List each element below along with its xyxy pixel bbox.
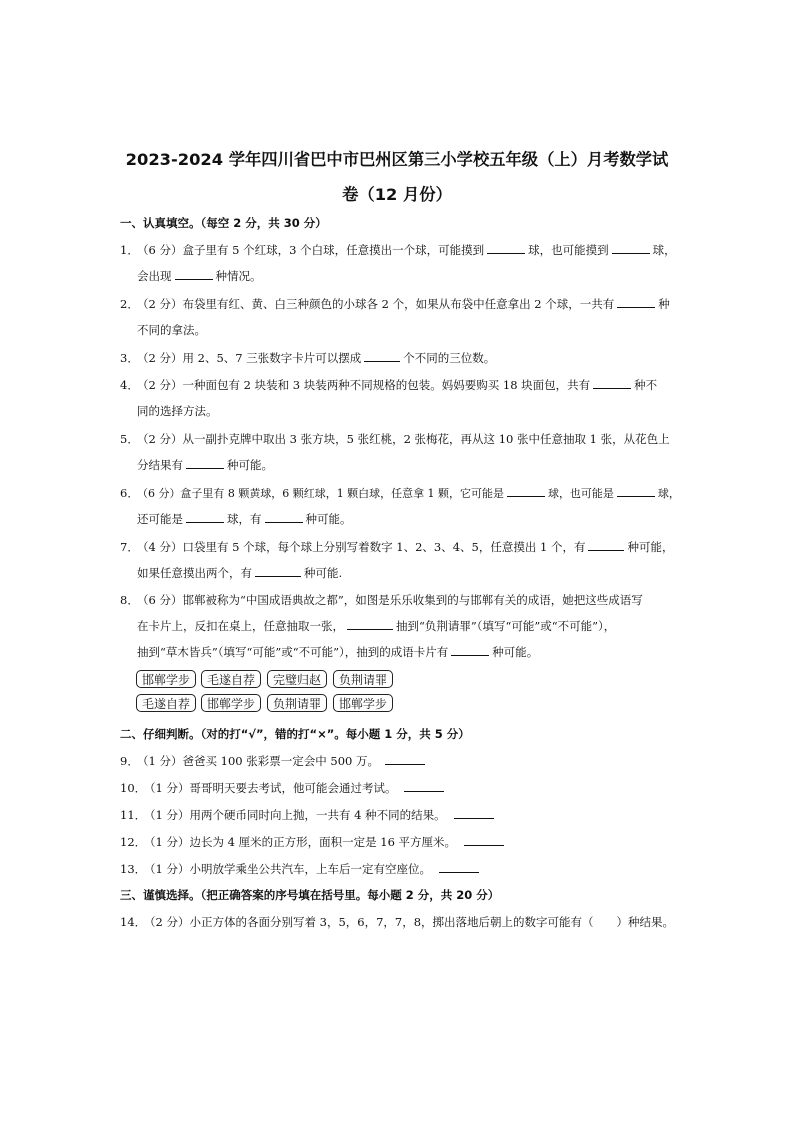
idiom-card: 毛遂自荐 xyxy=(201,670,261,688)
answer-blank[interactable] xyxy=(265,511,303,523)
question-text: 会出现 xyxy=(137,269,172,283)
answer-blank[interactable] xyxy=(385,753,425,765)
answer-blank[interactable] xyxy=(347,618,393,630)
question-number: 3． xyxy=(120,351,139,365)
answer-blank[interactable] xyxy=(439,861,479,873)
question-number: 1． xyxy=(120,243,139,257)
question-text: 种可能。 xyxy=(492,645,539,659)
question-text: 不同的拿法。 xyxy=(137,323,206,337)
question-text: 种情况。 xyxy=(215,269,262,283)
answer-blank[interactable] xyxy=(451,644,489,656)
question-number: 10． xyxy=(120,781,147,795)
question-text: （1 分）小明放学乘坐公共汽车，上车后一定有空座位。 xyxy=(144,862,431,876)
question-text: 还可能是 xyxy=(137,512,183,526)
question-number: 13． xyxy=(120,862,147,876)
answer-blank[interactable] xyxy=(588,539,624,551)
question-number: 6． xyxy=(120,486,139,500)
question-text: （4 分）口袋里有 5 个球，每个球上分别写着数字 1、2、3、4、5，任意摸出 1 个，有 xyxy=(137,540,586,554)
answer-blank[interactable] xyxy=(593,377,631,389)
question-text: 个不同的三位数。 xyxy=(403,351,496,365)
exam-title-line2: 卷（12 月份） xyxy=(342,185,452,204)
answer-blank[interactable] xyxy=(186,457,224,469)
idiom-card: 负荆请罪 xyxy=(267,694,327,712)
question-text: （6 分）盒子里有 5 个红球，3 个白球，任意摸出一个球，可能摸到 xyxy=(137,243,485,257)
question-text: （2 分）布袋里有红、黄、白三种颜色的小球各 2 个，如果从布袋中任意拿出 2 个球，一共有 xyxy=(137,297,615,311)
question-text: 种 xyxy=(658,297,670,311)
question-text: 球， xyxy=(652,243,676,257)
question-text: 同的选择方法。 xyxy=(137,404,218,418)
idiom-card: 毛遂自荐 xyxy=(136,694,196,712)
answer-blank[interactable] xyxy=(454,807,494,819)
question-number: 8． xyxy=(120,593,139,607)
question-number: 9． xyxy=(120,754,139,768)
answer-blank[interactable] xyxy=(617,485,655,497)
question-number: 4． xyxy=(120,378,139,392)
idiom-card: 完璧归赵 xyxy=(267,670,327,688)
question-text: （2 分）小正方体的各面分别写着 3，5，6，7，7，8，掷出落地后朝上的数字可能有（ ）种结果。 xyxy=(144,915,675,929)
question-text: 种可能， xyxy=(627,540,674,554)
question-text: （1 分）边长为 4 厘米的正方形，面积一定是 16 平方厘米。 xyxy=(144,835,457,849)
question-text: （2 分）一种面包有 2 块装和 3 块装两种不同规格的包装。妈妈要购买 18 块面包，共有 xyxy=(137,378,591,392)
answer-blank[interactable] xyxy=(186,511,224,523)
question-number: 5． xyxy=(120,432,139,446)
answer-blank[interactable] xyxy=(612,242,650,254)
answer-blank[interactable] xyxy=(364,350,400,362)
section3-heading: 三、谨慎选择。（把正确答案的序号填在括号里。每小题 2 分，共 20 分） xyxy=(120,888,500,902)
question-number: 2． xyxy=(120,297,139,311)
question-number: 7． xyxy=(120,540,139,554)
question-text: （1 分）爸爸买 100 张彩票一定会中 500 万。 xyxy=(137,754,379,768)
idiom-card: 邯郸学步 xyxy=(136,670,196,688)
answer-blank[interactable] xyxy=(404,780,444,792)
question-text: 种可能。 xyxy=(305,512,352,526)
question-text: （1 分）哥哥明天要去考试，他可能会通过考试。 xyxy=(144,781,397,795)
question-text: （2 分）从一副扑克牌中取出 3 张方块，5 张红桃，2 张梅花，再从这 10 张中任意抽取 1 张，从花色上 xyxy=(137,432,670,446)
answer-blank[interactable] xyxy=(487,242,525,254)
question-text: （6 分）邯郸被称为“中国成语典故之都”，如图是乐乐收集到的与邯郸有关的成语，她把这些成语写 xyxy=(137,593,643,607)
question-text: 种可能。 xyxy=(227,458,273,472)
question-text: 在卡片上，反扣在桌上，任意抽取一张， xyxy=(137,619,344,633)
answer-blank[interactable] xyxy=(255,565,301,577)
question-text: 种可能. xyxy=(304,566,343,580)
section1-heading: 一、认真填空。（每空 2 分，共 30 分） xyxy=(120,216,327,230)
answer-blank[interactable] xyxy=(175,268,213,280)
question-text: 如果任意摸出两个，有 xyxy=(137,566,252,580)
question-number: 12． xyxy=(120,835,147,849)
question-text: 分结果有 xyxy=(137,458,183,472)
question-text: 球，也可能是 xyxy=(547,487,614,500)
idiom-card: 邯郸学步 xyxy=(333,694,393,712)
question-number: 14． xyxy=(120,915,147,929)
section2-heading: 二、仔细判断。（对的打“√”，错的打“×”。每小题 1 分，共 5 分） xyxy=(120,727,470,741)
question-text: （1 分）用两个硬币同时向上抛，一共有 4 种不同的结果。 xyxy=(144,808,446,822)
idiom-card: 负荆请罪 xyxy=(333,670,393,688)
question-text: 球，有 xyxy=(227,512,262,526)
question-text: （6 分）盒子里有 8 颗黄球，6 颗红球，1 颗白球，任意拿 1 颗，它可能是 xyxy=(137,487,504,500)
question-text: 抽到“负荆请罪”（填写“可能”或“不可能”）， xyxy=(396,619,616,633)
answer-blank[interactable] xyxy=(617,296,655,308)
question-text: 球，也可能摸到 xyxy=(528,243,609,257)
question-text: 种不 xyxy=(634,378,658,392)
exam-title-line1: 2023-2024 学年四川省巴中市巴州区第三小学校五年级（上）月考数学试 xyxy=(125,150,669,169)
question-text: 抽到“草木皆兵”（填写“可能”或“不可能”），抽到的成语卡片有 xyxy=(137,645,449,659)
question-number: 11． xyxy=(120,808,147,822)
answer-blank[interactable] xyxy=(464,834,504,846)
idiom-card: 邯郸学步 xyxy=(201,694,261,712)
answer-blank[interactable] xyxy=(507,485,545,497)
question-text: （2 分）用 2、5、7 三张数字卡片可以摆成 xyxy=(137,351,362,365)
question-text: 球， xyxy=(657,487,680,500)
